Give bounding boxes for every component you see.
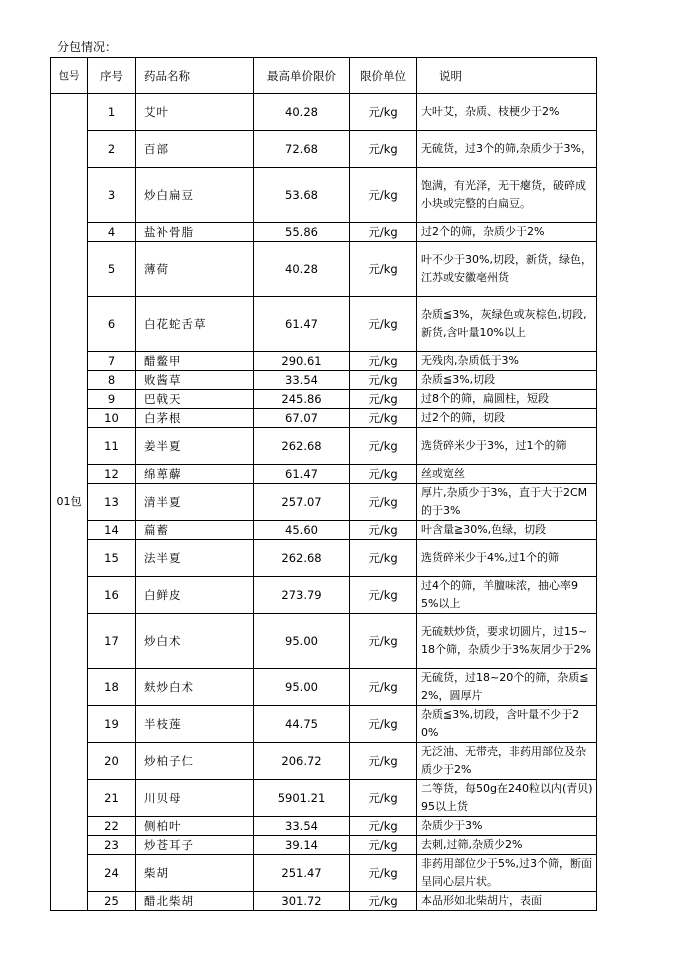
cell-name: 炒苍耳子: [136, 836, 254, 855]
table-row: [51, 428, 597, 465]
cell-name: 侧柏叶: [136, 817, 254, 836]
cell-price: 245.86: [254, 390, 350, 409]
cell-seq: 4: [88, 223, 136, 242]
cell-seq: 6: [88, 297, 136, 352]
cell-desc: 过8个的筛，扁圆柱，短段: [417, 390, 597, 409]
cell-price: 72.68: [254, 131, 350, 168]
table-row: [51, 855, 597, 892]
cell-seq: 20: [88, 743, 136, 780]
cell-name: 巴戟天: [136, 390, 254, 409]
cell-price: 95.00: [254, 669, 350, 706]
cell-price: 251.47: [254, 855, 350, 892]
cell-seq: 5: [88, 242, 136, 297]
cell-desc: 杂质少于3%: [417, 817, 597, 836]
table-row: [51, 242, 597, 297]
cell-price: 206.72: [254, 743, 350, 780]
cell-name: 白鲜皮: [136, 577, 254, 614]
table-row: [51, 484, 597, 521]
header-name: 药品名称: [136, 58, 254, 94]
cell-price: 262.68: [254, 540, 350, 577]
table-row: [51, 465, 597, 484]
table-row: [51, 706, 597, 743]
cell-price: 67.07: [254, 409, 350, 428]
cell-desc: 杂质≦3%,切段，含叶量不少于20%: [417, 706, 597, 743]
cell-price: 95.00: [254, 614, 350, 669]
cell-seq: 23: [88, 836, 136, 855]
cell-price: 40.28: [254, 94, 350, 131]
table-row: [51, 371, 597, 390]
cell-price: 257.07: [254, 484, 350, 521]
cell-name: 姜半夏: [136, 428, 254, 465]
cell-seq: 1: [88, 94, 136, 131]
cell-seq: 18: [88, 669, 136, 706]
cell-name: 白花蛇舌草: [136, 297, 254, 352]
cell-seq: 9: [88, 390, 136, 409]
cell-unit: 元/kg: [350, 855, 417, 892]
table-row: [51, 836, 597, 855]
cell-unit: 元/kg: [350, 390, 417, 409]
cell-seq: 8: [88, 371, 136, 390]
cell-unit: 元/kg: [350, 94, 417, 131]
cell-unit: 元/kg: [350, 669, 417, 706]
cell-name: 炒白扁豆: [136, 168, 254, 223]
cell-price: 44.75: [254, 706, 350, 743]
cell-seq: 13: [88, 484, 136, 521]
cell-name: 绵萆薢: [136, 465, 254, 484]
cell-name: 醋鳖甲: [136, 352, 254, 371]
cell-price: 301.72: [254, 892, 350, 911]
cell-name: 白茅根: [136, 409, 254, 428]
cell-price: 33.54: [254, 371, 350, 390]
cell-desc: 无硫货，过3个的筛,杂质少于3%，: [417, 131, 597, 168]
package-table: [50, 57, 597, 911]
cell-seq: 24: [88, 855, 136, 892]
table-row: [51, 352, 597, 371]
cell-unit: 元/kg: [350, 428, 417, 465]
cell-name: 半枝莲: [136, 706, 254, 743]
cell-seq: 22: [88, 817, 136, 836]
cell-seq: 12: [88, 465, 136, 484]
cell-unit: 元/kg: [350, 371, 417, 390]
cell-desc: 过2个的筛，切段: [417, 409, 597, 428]
header-price: 最高单价限价: [254, 58, 350, 94]
table-row: [51, 780, 597, 817]
cell-desc: 无硫麸炒货，要求切圆片，过15~18个筛，杂质少于3%灰屑少于2%: [417, 614, 597, 669]
cell-name: 炒柏子仁: [136, 743, 254, 780]
cell-desc: 杂质≦3%，灰绿色或灰棕色,切段,新货,含叶量10%以上: [417, 297, 597, 352]
table-row: [51, 409, 597, 428]
cell-desc: 选货碎米少于3%，过1个的筛: [417, 428, 597, 465]
table-body: [51, 94, 597, 911]
cell-desc: 本品形如北柴胡片，表面: [417, 892, 597, 911]
cell-desc: 丝或宽丝: [417, 465, 597, 484]
cell-desc: 二等货，每50g在240粒以内(青贝)95以上货: [417, 780, 597, 817]
cell-seq: 11: [88, 428, 136, 465]
cell-unit: 元/kg: [350, 780, 417, 817]
cell-desc: 过4个的筛，羊膻味浓，抽心率95%以上: [417, 577, 597, 614]
cell-unit: 元/kg: [350, 131, 417, 168]
header-seq: 序号: [88, 58, 136, 94]
table-row: [51, 131, 597, 168]
cell-unit: 元/kg: [350, 892, 417, 911]
cell-name: 柴胡: [136, 855, 254, 892]
header-desc: 说明: [417, 58, 597, 94]
table-row: [51, 540, 597, 577]
cell-unit: 元/kg: [350, 465, 417, 484]
cell-price: 40.28: [254, 242, 350, 297]
cell-desc: 饱满，有光泽，无干瘪货，破碎成小块或完整的白扁豆。: [417, 168, 597, 223]
cell-price: 5901.21: [254, 780, 350, 817]
cell-unit: 元/kg: [350, 577, 417, 614]
table-row: [51, 168, 597, 223]
cell-seq: 19: [88, 706, 136, 743]
header-unit: 限价单位: [350, 58, 417, 94]
cell-price: 61.47: [254, 465, 350, 484]
cell-seq: 10: [88, 409, 136, 428]
table-row: [51, 892, 597, 911]
cell-desc: 叶含量≧30%,色绿，切段: [417, 521, 597, 540]
cell-unit: 元/kg: [350, 743, 417, 780]
table-row: [51, 669, 597, 706]
cell-seq: 7: [88, 352, 136, 371]
cell-desc: 无泛油、无带壳，非药用部位及杂质少于2%: [417, 743, 597, 780]
package-cell: 01包: [51, 94, 88, 911]
cell-unit: 元/kg: [350, 614, 417, 669]
table-row: [51, 817, 597, 836]
cell-name: 麸炒白术: [136, 669, 254, 706]
cell-seq: 25: [88, 892, 136, 911]
cell-price: 55.86: [254, 223, 350, 242]
cell-name: 薄荷: [136, 242, 254, 297]
cell-unit: 元/kg: [350, 409, 417, 428]
cell-unit: 元/kg: [350, 484, 417, 521]
cell-seq: 15: [88, 540, 136, 577]
cell-price: 262.68: [254, 428, 350, 465]
cell-unit: 元/kg: [350, 168, 417, 223]
cell-seq: 16: [88, 577, 136, 614]
cell-desc: 过2个的筛，杂质少于2%: [417, 223, 597, 242]
cell-price: 273.79: [254, 577, 350, 614]
cell-price: 61.47: [254, 297, 350, 352]
cell-unit: 元/kg: [350, 223, 417, 242]
table-row: [51, 743, 597, 780]
cell-unit: 元/kg: [350, 297, 417, 352]
cell-price: 290.61: [254, 352, 350, 371]
cell-name: 炒白术: [136, 614, 254, 669]
cell-unit: 元/kg: [350, 352, 417, 371]
table-row: [51, 297, 597, 352]
cell-unit: 元/kg: [350, 836, 417, 855]
cell-unit: 元/kg: [350, 540, 417, 577]
cell-name: 艾叶: [136, 94, 254, 131]
cell-name: 败酱草: [136, 371, 254, 390]
cell-name: 萹蓄: [136, 521, 254, 540]
cell-desc: 选货碎米少于4%,过1个的筛: [417, 540, 597, 577]
cell-seq: 2: [88, 131, 136, 168]
cell-desc: 无残肉,杂质低于3%: [417, 352, 597, 371]
cell-desc: 厚片,杂质少于3%，直于大于2CM的于3%: [417, 484, 597, 521]
cell-unit: 元/kg: [350, 521, 417, 540]
cell-name: 清半夏: [136, 484, 254, 521]
cell-name: 川贝母: [136, 780, 254, 817]
cell-desc: 叶不少于30%,切段，新货，绿色，江苏或安徽亳州货: [417, 242, 597, 297]
cell-name: 法半夏: [136, 540, 254, 577]
cell-name: 醋北柴胡: [136, 892, 254, 911]
cell-desc: 去刺,过筛,杂质少2%: [417, 836, 597, 855]
cell-name: 百部: [136, 131, 254, 168]
cell-desc: 杂质≦3%,切段: [417, 371, 597, 390]
cell-price: 45.60: [254, 521, 350, 540]
cell-price: 39.14: [254, 836, 350, 855]
cell-name: 盐补骨脂: [136, 223, 254, 242]
cell-seq: 21: [88, 780, 136, 817]
cell-seq: 17: [88, 614, 136, 669]
cell-desc: 大叶艾，杂质、枝梗少于2%: [417, 94, 597, 131]
table-row: [51, 614, 597, 669]
table-row: [51, 577, 597, 614]
cell-price: 33.54: [254, 817, 350, 836]
cell-unit: 元/kg: [350, 242, 417, 297]
table-row: [51, 390, 597, 409]
section-caption: 分包情况：: [57, 40, 118, 54]
header-package: 包号: [51, 58, 88, 94]
cell-seq: 3: [88, 168, 136, 223]
cell-price: 53.68: [254, 168, 350, 223]
cell-unit: 元/kg: [350, 817, 417, 836]
cell-desc: 非药用部位少于5%,过3个筛，断面呈同心层片状。: [417, 855, 597, 892]
table-row: [51, 223, 597, 242]
table-row: [51, 94, 597, 131]
cell-desc: 无硫货，过18~20个的筛，杂质≦2%，圆厚片: [417, 669, 597, 706]
cell-unit: 元/kg: [350, 706, 417, 743]
cell-seq: 14: [88, 521, 136, 540]
table-row: [51, 521, 597, 540]
